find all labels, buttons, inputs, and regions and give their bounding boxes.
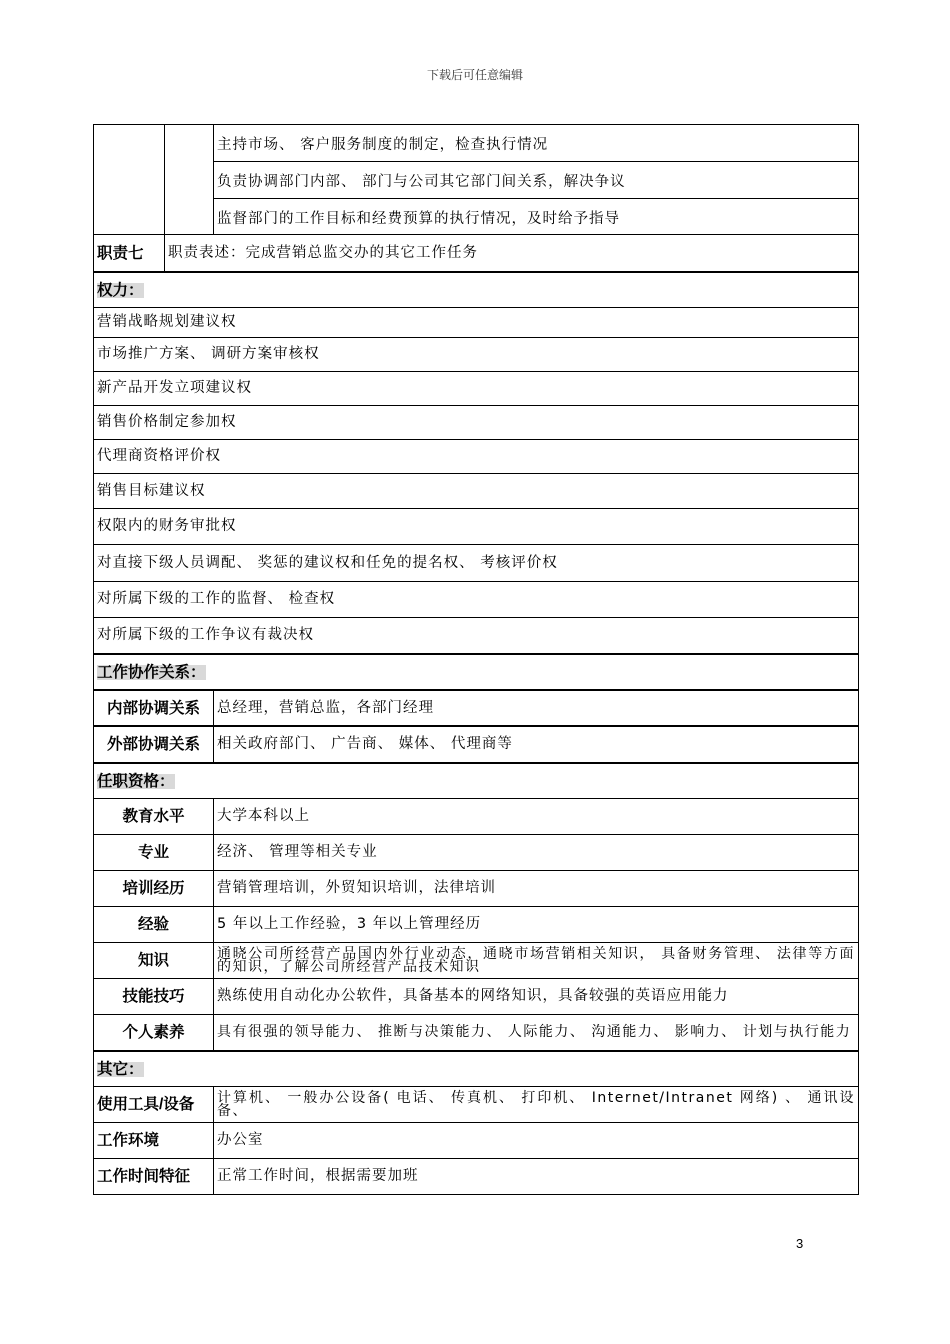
external-relation-value: 相关政府部门、 广告商、 媒体、 代理商等: [213, 727, 858, 762]
relations-section-header: [94, 653, 858, 689]
powers-section-header: [94, 271, 858, 307]
education-label: 教育水平: [122, 808, 185, 825]
hours-value: 正常工作时间，根据需要加班: [213, 1159, 858, 1194]
training-value: 营销管理培训，外贸知识培训，法律培训: [213, 871, 858, 906]
qualifications-section-header: [94, 762, 858, 798]
hours-row: [94, 1158, 858, 1194]
power-item: [94, 617, 858, 653]
training-row: [94, 870, 858, 906]
power-item-text: 对所属下级的工作的监督、 检查权: [97, 591, 336, 607]
experience-label: 经验: [137, 916, 169, 933]
training-label: 培训经历: [122, 880, 185, 897]
power-item-text: 销售价格制定参加权: [97, 414, 237, 430]
power-item: [94, 307, 858, 337]
internal-relation-row: [94, 689, 858, 725]
power-item: [94, 371, 858, 405]
environment-label: 工作环境: [97, 1132, 160, 1149]
qualities-label: 个人素养: [122, 1024, 185, 1041]
knowledge-value: 通晓公司所经营产品国内外行业动态，通晓市场营销相关知识， 具备财务管理、 法律等方面的知识，了解公司所经营产品技术知识: [213, 943, 858, 978]
qualities-row: [94, 1014, 858, 1050]
power-item-text: 市场推广方案、 调研方案审核权: [97, 346, 320, 362]
major-label: 专业: [137, 844, 169, 861]
knowledge-row: [94, 942, 858, 978]
power-item-text: 代理商资格评价权: [97, 448, 221, 464]
duty-subitems: [213, 125, 858, 234]
power-item-text: 销售目标建议权: [97, 482, 206, 499]
page-number: 3: [796, 1236, 804, 1251]
section-title: 工作协作关系：: [97, 663, 206, 681]
internal-relation-value: 总经理，营销总监，各部门经理: [213, 691, 858, 725]
duty-subitem: 主持市场、 客户服务制度的制定，检查执行情况: [217, 136, 549, 153]
power-item-text: 营销战略规划建议权: [97, 314, 237, 330]
empty-cell: [164, 125, 213, 234]
section-title: 权力：: [97, 281, 144, 299]
skills-value: 熟练使用自动化办公软件，具备基本的网络知识，具备较强的英语应用能力: [213, 979, 858, 1014]
other-section-header: [94, 1050, 858, 1086]
tools-value: 计算机、 一般办公设备( 电话、 传真机、 打印机、 Internet/Intranet 网络) 、 通讯设备、: [213, 1087, 858, 1122]
job-description-table: [93, 124, 859, 1195]
tools-row: [94, 1086, 858, 1122]
duty7-row: [94, 234, 858, 271]
page-header: 下载后可任意编辑: [426, 68, 523, 82]
section-title: 其它：: [97, 1060, 144, 1078]
power-item: [94, 439, 858, 473]
hours-label: 工作时间特征: [97, 1168, 191, 1185]
power-item-text: 对所属下级的工作争议有裁决权: [97, 627, 314, 643]
major-value: 经济、 管理等相关专业: [213, 835, 858, 870]
experience-value: 5 年以上工作经验，3 年以上管理经历: [213, 907, 858, 942]
power-item: [94, 508, 858, 544]
external-relation-label: 外部协调关系: [106, 736, 200, 753]
duty-subitem: 负责协调部门内部、 部门与公司其它部门间关系，解决争议: [214, 161, 858, 198]
duty7-text: 职责表述：完成营销总监交办的其它工作任务: [164, 235, 858, 271]
power-item-text: 对直接下级人员调配、 奖惩的建议权和任免的提名权、 考核评价权: [97, 554, 558, 571]
duty-subitem: 监督部门的工作目标和经费预算的执行情况，及时给予指导: [214, 198, 858, 235]
experience-row: [94, 906, 858, 942]
duty7-label: 职责七: [97, 244, 144, 262]
power-item-text: 新产品开发立项建议权: [97, 380, 252, 396]
knowledge-label: 知识: [137, 952, 169, 969]
power-item: [94, 544, 858, 581]
power-item: [94, 473, 858, 508]
empty-cell: [94, 125, 164, 234]
power-item: [94, 337, 858, 371]
environment-row: [94, 1122, 858, 1158]
major-row: [94, 834, 858, 870]
section-title: 任职资格：: [97, 772, 175, 790]
power-item-text: 权限内的财务审批权: [97, 518, 237, 534]
skills-row: [94, 978, 858, 1014]
power-item: [94, 405, 858, 439]
qualities-value: 具有很强的领导能力、 推断与决策能力、 人际能力、 沟通能力、 影响力、 计划与执行能力: [213, 1015, 858, 1050]
tools-label: 使用工具/设备: [97, 1096, 195, 1113]
external-relation-row: [94, 725, 858, 762]
duty-subitems-block: [94, 124, 858, 234]
education-value: 大学本科以上: [213, 799, 858, 834]
skills-label: 技能技巧: [122, 988, 185, 1005]
power-item: [94, 581, 858, 617]
environment-value: 办公室: [213, 1123, 858, 1158]
education-row: [94, 798, 858, 834]
internal-relation-label: 内部协调关系: [106, 699, 200, 717]
